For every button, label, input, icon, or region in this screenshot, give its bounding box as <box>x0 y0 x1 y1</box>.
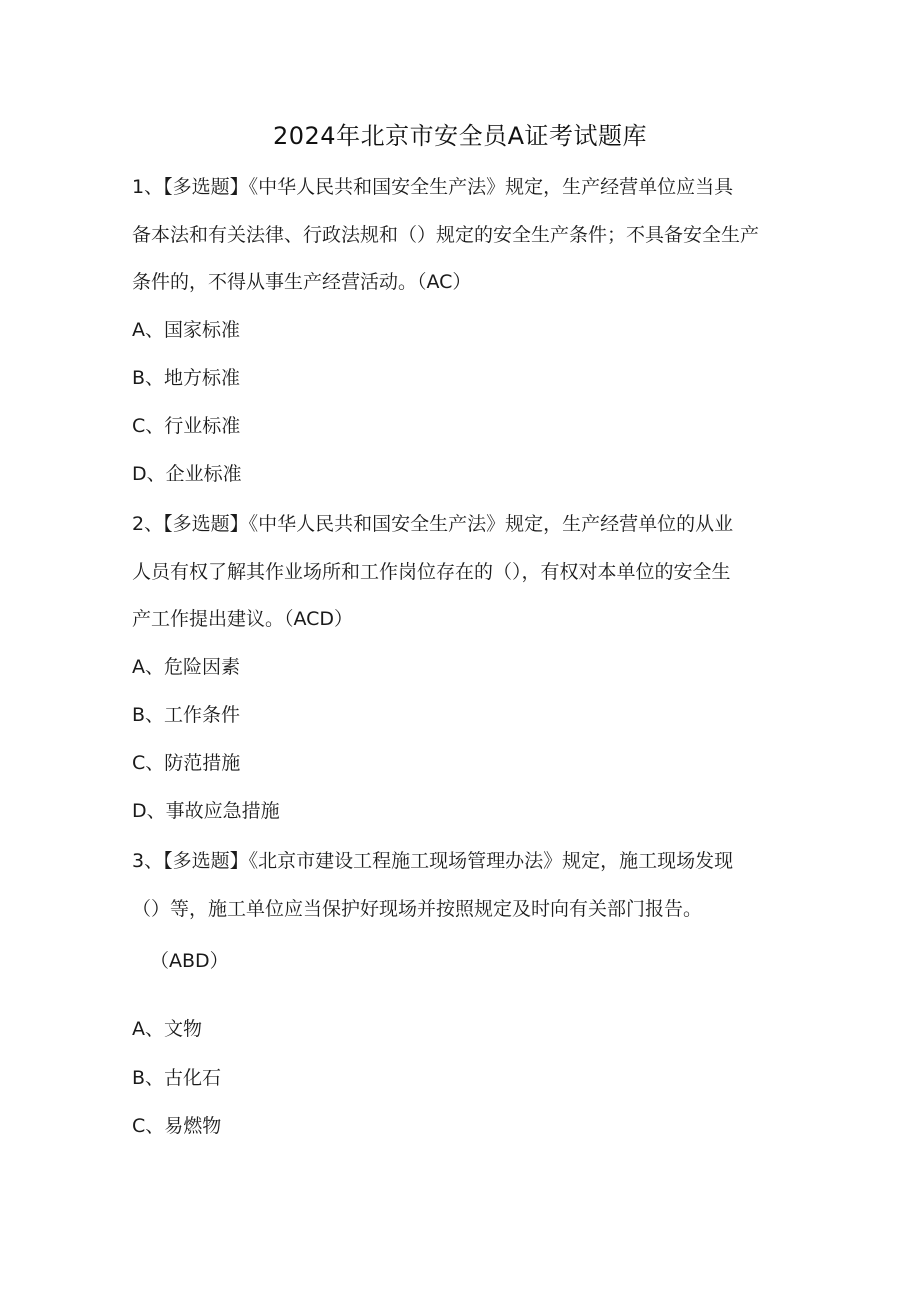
question-3-option-c: C、易燃物 <box>132 1115 222 1137</box>
question-3-stem-line-2: （）等，施工单位应当保护好现场并按照规定及时向有关部门报告。 <box>132 898 703 920</box>
question-3-stem-line-3: （ABD） <box>150 950 229 972</box>
question-1-stem-line-2: 备本法和有关法律、行政法规和（）规定的安全生产条件；不具备安全生产 <box>132 224 760 246</box>
question-2-stem-line-2: 人员有权了解其作业场所和工作岗位存在的（），有权对本单位的安全生 <box>132 561 731 583</box>
question-1-option-d: D、企业标准 <box>132 463 242 485</box>
question-2-stem-line-3: 产工作提出建议。（ACD） <box>132 608 354 630</box>
question-1-stem-line-3: 条件的，不得从事生产经营活动。（AC） <box>132 271 472 293</box>
question-3-option-a: A、文物 <box>132 1018 202 1040</box>
question-2-option-d: D、事故应急措施 <box>132 800 280 822</box>
question-1-stem-line-1: 1、【多选题】《中华人民共和国安全生产法》规定，生产经营单位应当具 <box>132 176 734 198</box>
question-2-stem-line-1: 2、【多选题】《中华人民共和国安全生产法》规定，生产经营单位的从业 <box>132 513 734 535</box>
question-3-stem-line-1: 3、【多选题】《北京市建设工程施工现场管理办法》规定，施工现场发现 <box>132 850 734 872</box>
question-2-option-c: C、防范措施 <box>132 752 241 774</box>
question-1-option-b: B、地方标准 <box>132 367 241 389</box>
question-1-option-c: C、行业标准 <box>132 415 241 437</box>
document-title: 2024年北京市安全员A证考试题库 <box>273 122 647 150</box>
question-2-option-a: A、危险因素 <box>132 656 240 678</box>
question-1-option-a: A、国家标准 <box>132 319 240 341</box>
question-3-option-b: B、古化石 <box>132 1067 222 1089</box>
question-2-option-b: B、工作条件 <box>132 704 241 726</box>
